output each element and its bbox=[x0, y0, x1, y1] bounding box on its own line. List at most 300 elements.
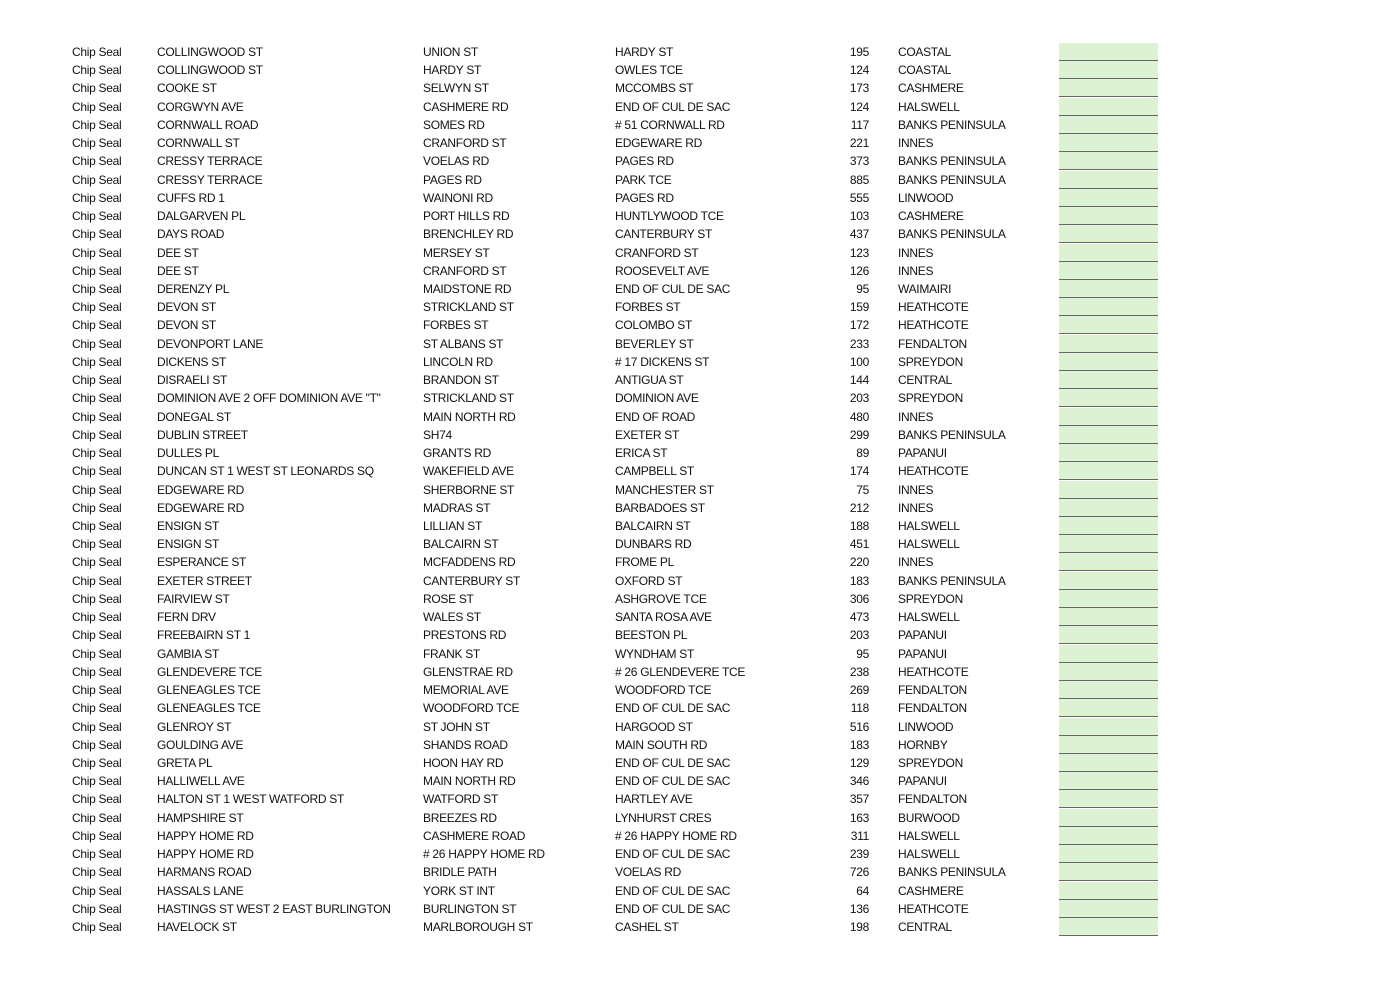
cell-to: # 26 GLENDEVERE TCE bbox=[615, 664, 746, 679]
cell-to: OXFORD ST bbox=[615, 573, 683, 588]
cell-ward: LINWOOD bbox=[898, 190, 954, 205]
cell-treatment: Chip Seal bbox=[72, 427, 122, 442]
cell-length: 203 bbox=[849, 391, 869, 406]
highlighted-empty-cell[interactable] bbox=[1059, 79, 1158, 97]
cell-ward: CENTRAL bbox=[898, 373, 952, 388]
cell-treatment: Chip Seal bbox=[72, 500, 122, 515]
highlighted-empty-cell[interactable] bbox=[1059, 61, 1158, 79]
highlighted-empty-cell[interactable] bbox=[1059, 918, 1158, 936]
cell-from: BRIDLE PATH bbox=[423, 865, 497, 880]
cell-length: 726 bbox=[849, 865, 869, 880]
table-row bbox=[0, 809, 1398, 827]
cell-from: SOMES RD bbox=[423, 117, 485, 132]
cell-ward: INNES bbox=[898, 500, 934, 515]
cell-treatment: Chip Seal bbox=[72, 63, 122, 78]
cell-treatment: Chip Seal bbox=[72, 701, 122, 716]
cell-treatment: Chip Seal bbox=[72, 154, 122, 169]
table-row bbox=[0, 863, 1398, 881]
highlighted-empty-cell[interactable] bbox=[1059, 626, 1158, 644]
cell-length: 95 bbox=[856, 281, 869, 296]
cell-ward: BANKS PENINSULA bbox=[898, 427, 1006, 442]
cell-road: ENSIGN ST bbox=[157, 518, 219, 533]
cell-length: 373 bbox=[849, 154, 869, 169]
cell-from: GRANTS RD bbox=[423, 446, 491, 461]
cell-road: DEE ST bbox=[157, 245, 199, 260]
table-row bbox=[0, 882, 1398, 900]
cell-treatment: Chip Seal bbox=[72, 391, 122, 406]
cell-ward: INNES bbox=[898, 555, 934, 570]
highlighted-empty-cell[interactable] bbox=[1059, 116, 1158, 134]
cell-from: WALES ST bbox=[423, 610, 481, 625]
cell-length: 95 bbox=[856, 646, 869, 661]
cell-road: DEE ST bbox=[157, 263, 199, 278]
cell-length: 233 bbox=[849, 336, 869, 351]
cell-treatment: Chip Seal bbox=[72, 482, 122, 497]
cell-from: MAIN NORTH RD bbox=[423, 774, 516, 789]
highlighted-empty-cell[interactable] bbox=[1059, 43, 1158, 61]
cell-ward: BANKS PENINSULA bbox=[898, 227, 1006, 242]
cell-from: WAINONI RD bbox=[423, 190, 493, 205]
table-row bbox=[0, 262, 1398, 280]
cell-road: HAPPY HOME RD bbox=[157, 828, 254, 843]
highlighted-empty-cell[interactable] bbox=[1059, 298, 1158, 316]
cell-to: HARTLEY AVE bbox=[615, 792, 693, 807]
highlighted-empty-cell[interactable] bbox=[1059, 535, 1158, 553]
cell-from: BREEZES RD bbox=[423, 810, 497, 825]
table-row bbox=[0, 408, 1398, 426]
cell-to: BALCAIRN ST bbox=[615, 518, 691, 533]
table-row bbox=[0, 152, 1398, 170]
cell-to: MCCOMBS ST bbox=[615, 81, 694, 96]
highlighted-empty-cell[interactable] bbox=[1059, 444, 1158, 462]
cell-from: SELWYN ST bbox=[423, 81, 489, 96]
highlighted-empty-cell[interactable] bbox=[1059, 152, 1158, 170]
highlighted-empty-cell[interactable] bbox=[1059, 280, 1158, 298]
table-row bbox=[0, 389, 1398, 407]
cell-treatment: Chip Seal bbox=[72, 136, 122, 151]
cell-to: HARGOOD ST bbox=[615, 719, 693, 734]
cell-road: CRESSY TERRACE bbox=[157, 154, 263, 169]
cell-road: CORNWALL ST bbox=[157, 136, 240, 151]
cell-road: GLENEAGLES TCE bbox=[157, 683, 261, 698]
cell-road: DAYS ROAD bbox=[157, 227, 225, 242]
table-row bbox=[0, 189, 1398, 207]
cell-road: HALTON ST 1 WEST WATFORD ST bbox=[157, 792, 345, 807]
cell-to: WOODFORD TCE bbox=[615, 683, 712, 698]
cell-treatment: Chip Seal bbox=[72, 920, 122, 935]
table-row bbox=[0, 244, 1398, 262]
cell-ward: CASHMERE bbox=[898, 209, 964, 224]
cell-road: GAMBIA ST bbox=[157, 646, 219, 661]
cell-length: 172 bbox=[849, 318, 869, 333]
cell-length: 117 bbox=[850, 117, 869, 132]
table-row bbox=[0, 499, 1398, 517]
highlighted-empty-cell[interactable] bbox=[1059, 754, 1158, 772]
table-row bbox=[0, 754, 1398, 772]
cell-from: STRICKLAND ST bbox=[423, 300, 514, 315]
cell-to: ANTIGUA ST bbox=[615, 373, 684, 388]
cell-to: END OF CUL DE SAC bbox=[615, 701, 731, 716]
cell-to: END OF CUL DE SAC bbox=[615, 755, 731, 770]
highlighted-empty-cell[interactable] bbox=[1059, 389, 1158, 407]
cell-from: GLENSTRAE RD bbox=[423, 664, 513, 679]
cell-length: 346 bbox=[849, 774, 869, 789]
cell-ward: HALSWELL bbox=[898, 518, 960, 533]
highlighted-empty-cell[interactable] bbox=[1059, 681, 1158, 699]
cell-length: 173 bbox=[849, 81, 869, 96]
highlighted-empty-cell[interactable] bbox=[1059, 718, 1158, 736]
table-row bbox=[0, 207, 1398, 225]
table-row bbox=[0, 608, 1398, 626]
cell-road: COLLINGWOOD ST bbox=[157, 45, 263, 59]
highlighted-empty-cell[interactable] bbox=[1059, 608, 1158, 626]
cell-from: LILLIAN ST bbox=[423, 518, 483, 533]
cell-length: 480 bbox=[849, 409, 869, 424]
table-row bbox=[0, 663, 1398, 681]
cell-to: BARBADOES ST bbox=[615, 500, 705, 515]
cell-from: UNION ST bbox=[423, 45, 478, 59]
cell-from: PRESTONS RD bbox=[423, 628, 507, 643]
highlighted-empty-cell[interactable] bbox=[1059, 244, 1158, 262]
cell-ward: HALSWELL bbox=[898, 99, 960, 114]
cell-road: DULLES PL bbox=[157, 446, 219, 461]
cell-from: MAIDSTONE RD bbox=[423, 281, 512, 296]
cell-length: 124 bbox=[849, 63, 869, 78]
cell-from: CASHMERE RD bbox=[423, 99, 509, 114]
cell-to: SANTA ROSA AVE bbox=[615, 610, 712, 625]
cell-from: MADRAS ST bbox=[423, 500, 491, 515]
cell-treatment: Chip Seal bbox=[72, 172, 122, 187]
cell-ward: FENDALTON bbox=[898, 701, 967, 716]
cell-treatment: Chip Seal bbox=[72, 336, 122, 351]
cell-road: EXETER STREET bbox=[157, 573, 252, 588]
cell-ward: HALSWELL bbox=[898, 537, 960, 552]
cell-from: BALCAIRN ST bbox=[423, 537, 499, 552]
table-row bbox=[0, 444, 1398, 462]
cell-length: 126 bbox=[849, 263, 869, 278]
cell-length: 136 bbox=[849, 901, 869, 916]
cell-road: CUFFS RD 1 bbox=[157, 190, 225, 205]
highlighted-empty-cell[interactable] bbox=[1059, 316, 1158, 334]
cell-length: 198 bbox=[849, 920, 869, 935]
cell-treatment: Chip Seal bbox=[72, 99, 122, 114]
cell-treatment: Chip Seal bbox=[72, 865, 122, 880]
highlighted-empty-cell[interactable] bbox=[1059, 572, 1158, 590]
highlighted-empty-cell[interactable] bbox=[1059, 408, 1158, 426]
highlighted-empty-cell[interactable] bbox=[1059, 98, 1158, 116]
cell-road: DERENZY PL bbox=[157, 281, 230, 296]
highlighted-empty-cell[interactable] bbox=[1059, 845, 1158, 863]
highlighted-empty-cell[interactable] bbox=[1059, 553, 1158, 571]
cell-to: EDGEWARE RD bbox=[615, 136, 702, 151]
table-row bbox=[0, 845, 1398, 863]
cell-treatment: Chip Seal bbox=[72, 664, 122, 679]
cell-from: VOELAS RD bbox=[423, 154, 489, 169]
table-row bbox=[0, 535, 1398, 553]
cell-ward: SPREYDON bbox=[898, 391, 963, 406]
cell-from: STRICKLAND ST bbox=[423, 391, 514, 406]
cell-road: ESPERANCE ST bbox=[157, 555, 247, 570]
cell-from: MARLBOROUGH ST bbox=[423, 920, 533, 935]
highlighted-empty-cell[interactable] bbox=[1059, 827, 1158, 845]
cell-treatment: Chip Seal bbox=[72, 318, 122, 333]
cell-road: DOMINION AVE 2 OFF DOMINION AVE "T" bbox=[157, 391, 381, 406]
cell-from: HARDY ST bbox=[423, 63, 482, 78]
cell-to: HARDY ST bbox=[615, 45, 674, 59]
cell-ward: HEATHCOTE bbox=[898, 318, 969, 333]
cell-to: # 17 DICKENS ST bbox=[615, 354, 710, 369]
highlighted-empty-cell[interactable] bbox=[1059, 353, 1158, 371]
cell-length: 220 bbox=[849, 555, 869, 570]
highlighted-empty-cell[interactable] bbox=[1059, 590, 1158, 608]
cell-to: END OF CUL DE SAC bbox=[615, 281, 731, 296]
highlighted-empty-cell[interactable] bbox=[1059, 134, 1158, 152]
cell-road: DONEGAL ST bbox=[157, 409, 231, 424]
cell-from: # 26 HAPPY HOME RD bbox=[423, 847, 545, 862]
highlighted-empty-cell[interactable] bbox=[1059, 499, 1158, 517]
cell-ward: FENDALTON bbox=[898, 683, 967, 698]
cell-treatment: Chip Seal bbox=[72, 901, 122, 916]
cell-length: 123 bbox=[849, 245, 869, 260]
cell-to: ROOSEVELT AVE bbox=[615, 263, 710, 278]
highlighted-empty-cell[interactable] bbox=[1059, 462, 1158, 480]
cell-treatment: Chip Seal bbox=[72, 573, 122, 588]
cell-treatment: Chip Seal bbox=[72, 828, 122, 843]
highlighted-empty-cell[interactable] bbox=[1059, 517, 1158, 535]
highlighted-empty-cell[interactable] bbox=[1059, 207, 1158, 225]
cell-to: ERICA ST bbox=[615, 446, 668, 461]
table-row bbox=[0, 134, 1398, 152]
cell-from: MERSEY ST bbox=[423, 245, 490, 260]
cell-length: 124 bbox=[849, 99, 869, 114]
cell-to: # 51 CORNWALL RD bbox=[615, 117, 725, 132]
cell-road: ENSIGN ST bbox=[157, 537, 219, 552]
cell-treatment: Chip Seal bbox=[72, 117, 122, 132]
highlighted-empty-cell[interactable] bbox=[1059, 882, 1158, 900]
highlighted-empty-cell[interactable] bbox=[1059, 900, 1158, 918]
highlighted-empty-cell[interactable] bbox=[1059, 262, 1158, 280]
cell-from: BRENCHLEY RD bbox=[423, 227, 514, 242]
highlighted-empty-cell[interactable] bbox=[1059, 426, 1158, 444]
cell-from: MEMORIAL AVE bbox=[423, 683, 509, 698]
cell-treatment: Chip Seal bbox=[72, 537, 122, 552]
cell-treatment: Chip Seal bbox=[72, 792, 122, 807]
cell-to: BEESTON PL bbox=[615, 628, 688, 643]
cell-road: FERN DRV bbox=[157, 610, 216, 625]
cell-to: EXETER ST bbox=[615, 427, 679, 442]
cell-road: DICKENS ST bbox=[157, 354, 227, 369]
cell-to: WYNDHAM ST bbox=[615, 646, 694, 661]
cell-to: ASHGROVE TCE bbox=[615, 591, 707, 606]
cell-length: 118 bbox=[850, 701, 869, 716]
cell-treatment: Chip Seal bbox=[72, 518, 122, 533]
cell-from: WAKEFIELD AVE bbox=[423, 464, 514, 479]
cell-road: DUNCAN ST 1 WEST ST LEONARDS SQ bbox=[157, 464, 374, 479]
cell-length: 64 bbox=[856, 883, 869, 898]
cell-ward: HALSWELL bbox=[898, 610, 960, 625]
cell-from: SHANDS ROAD bbox=[423, 737, 508, 752]
cell-road: CRESSY TERRACE bbox=[157, 172, 263, 187]
cell-road: HASTINGS ST WEST 2 EAST BURLINGTON bbox=[157, 901, 391, 916]
table-row bbox=[0, 626, 1398, 644]
highlighted-empty-cell[interactable] bbox=[1059, 225, 1158, 243]
cell-ward: SPREYDON bbox=[898, 354, 963, 369]
table-row bbox=[0, 590, 1398, 608]
cell-from: YORK ST INT bbox=[423, 883, 495, 898]
cell-ward: SPREYDON bbox=[898, 591, 963, 606]
cell-from: WATFORD ST bbox=[423, 792, 498, 807]
highlighted-empty-cell[interactable] bbox=[1059, 790, 1158, 808]
cell-ward: HALSWELL bbox=[898, 828, 960, 843]
table-row bbox=[0, 517, 1398, 535]
table-row bbox=[0, 116, 1398, 134]
cell-ward: HEATHCOTE bbox=[898, 901, 969, 916]
cell-length: 183 bbox=[849, 573, 869, 588]
cell-from: MAIN NORTH RD bbox=[423, 409, 516, 424]
highlighted-empty-cell[interactable] bbox=[1059, 736, 1158, 754]
cell-from: LINCOLN RD bbox=[423, 354, 493, 369]
cell-treatment: Chip Seal bbox=[72, 464, 122, 479]
highlighted-empty-cell[interactable] bbox=[1059, 863, 1158, 881]
cell-to: HUNTLYWOOD TCE bbox=[615, 209, 724, 224]
highlighted-empty-cell[interactable] bbox=[1059, 645, 1158, 663]
table-row bbox=[0, 225, 1398, 243]
highlighted-empty-cell[interactable] bbox=[1059, 663, 1158, 681]
cell-treatment: Chip Seal bbox=[72, 354, 122, 369]
cell-ward: BANKS PENINSULA bbox=[898, 865, 1006, 880]
cell-to: CAMPBELL ST bbox=[615, 464, 694, 479]
table-row bbox=[0, 98, 1398, 116]
cell-treatment: Chip Seal bbox=[72, 209, 122, 224]
cell-ward: COASTAL bbox=[898, 63, 952, 78]
cell-ward: HEATHCOTE bbox=[898, 464, 969, 479]
cell-from: PORT HILLS RD bbox=[423, 209, 510, 224]
table-row bbox=[0, 900, 1398, 918]
cell-ward: PAPANUI bbox=[898, 628, 947, 643]
cell-ward: CASHMERE bbox=[898, 81, 964, 96]
cell-road: GLENDEVERE TCE bbox=[157, 664, 262, 679]
cell-length: 311 bbox=[850, 828, 869, 843]
cell-road: GLENEAGLES TCE bbox=[157, 701, 261, 716]
highlighted-empty-cell[interactable] bbox=[1059, 481, 1158, 499]
cell-from: FORBES ST bbox=[423, 318, 489, 333]
cell-from: CRANFORD ST bbox=[423, 263, 507, 278]
cell-to: FORBES ST bbox=[615, 300, 681, 315]
table-row bbox=[0, 462, 1398, 480]
cell-treatment: Chip Seal bbox=[72, 847, 122, 862]
cell-length: 188 bbox=[849, 518, 869, 533]
cell-from: SH74 bbox=[423, 427, 452, 442]
highlighted-empty-cell[interactable] bbox=[1059, 335, 1158, 353]
cell-length: 75 bbox=[856, 482, 869, 497]
cell-ward: INNES bbox=[898, 409, 934, 424]
cell-to: END OF CUL DE SAC bbox=[615, 901, 731, 916]
cell-ward: COASTAL bbox=[898, 45, 952, 59]
cell-treatment: Chip Seal bbox=[72, 591, 122, 606]
cell-to: CASHEL ST bbox=[615, 920, 679, 935]
highlighted-empty-cell[interactable] bbox=[1059, 809, 1158, 827]
cell-length: 885 bbox=[849, 172, 869, 187]
cell-length: 239 bbox=[849, 847, 869, 862]
cell-to: COLOMBO ST bbox=[615, 318, 693, 333]
cell-road: HASSALS LANE bbox=[157, 883, 244, 898]
cell-length: 174 bbox=[849, 464, 869, 479]
cell-road: GRETA PL bbox=[157, 755, 213, 770]
cell-length: 195 bbox=[849, 45, 869, 59]
cell-length: 183 bbox=[849, 737, 869, 752]
cell-from: ST JOHN ST bbox=[423, 719, 490, 734]
cell-to: END OF CUL DE SAC bbox=[615, 99, 731, 114]
cell-ward: INNES bbox=[898, 263, 934, 278]
cell-to: PAGES RD bbox=[615, 154, 674, 169]
cell-treatment: Chip Seal bbox=[72, 190, 122, 205]
cell-road: COOKE ST bbox=[157, 81, 217, 96]
table-row bbox=[0, 790, 1398, 808]
highlighted-empty-cell[interactable] bbox=[1059, 371, 1158, 389]
cell-ward: FENDALTON bbox=[898, 792, 967, 807]
cell-road: GOULDING AVE bbox=[157, 737, 244, 752]
cell-ward: PAPANUI bbox=[898, 446, 947, 461]
cell-road: DEVON ST bbox=[157, 318, 216, 333]
cell-length: 451 bbox=[849, 537, 869, 552]
cell-treatment: Chip Seal bbox=[72, 719, 122, 734]
cell-from: BRANDON ST bbox=[423, 373, 499, 388]
cell-to: LYNHURST CRES bbox=[615, 810, 712, 825]
cell-road: HARMANS ROAD bbox=[157, 865, 252, 880]
table-row bbox=[0, 43, 1398, 61]
cell-ward: HALSWELL bbox=[898, 847, 960, 862]
cell-ward: BANKS PENINSULA bbox=[898, 154, 1006, 169]
cell-to: PAGES RD bbox=[615, 190, 674, 205]
table-row bbox=[0, 736, 1398, 754]
table-row bbox=[0, 79, 1398, 97]
cell-to: OWLES TCE bbox=[615, 63, 683, 78]
table-row bbox=[0, 681, 1398, 699]
cell-treatment: Chip Seal bbox=[72, 774, 122, 789]
table-row bbox=[0, 61, 1398, 79]
cell-treatment: Chip Seal bbox=[72, 646, 122, 661]
cell-road: DALGARVEN PL bbox=[157, 209, 246, 224]
highlighted-empty-cell[interactable] bbox=[1059, 189, 1158, 207]
cell-treatment: Chip Seal bbox=[72, 755, 122, 770]
cell-ward: BANKS PENINSULA bbox=[898, 117, 1006, 132]
cell-treatment: Chip Seal bbox=[72, 245, 122, 260]
cell-from: CASHMERE ROAD bbox=[423, 828, 526, 843]
cell-ward: INNES bbox=[898, 245, 934, 260]
cell-length: 103 bbox=[849, 209, 869, 224]
cell-treatment: Chip Seal bbox=[72, 446, 122, 461]
cell-to: CRANFORD ST bbox=[615, 245, 699, 260]
cell-ward: HORNBY bbox=[898, 737, 948, 752]
cell-road: EDGEWARE RD bbox=[157, 482, 244, 497]
cell-treatment: Chip Seal bbox=[72, 81, 122, 96]
cell-length: 163 bbox=[849, 810, 869, 825]
cell-length: 129 bbox=[849, 755, 869, 770]
cell-from: ROSE ST bbox=[423, 591, 474, 606]
cell-road: COLLINGWOOD ST bbox=[157, 63, 263, 78]
cell-road: DEVON ST bbox=[157, 300, 216, 315]
table-row bbox=[0, 918, 1398, 936]
highlighted-empty-cell[interactable] bbox=[1059, 699, 1158, 717]
cell-to: # 26 HAPPY HOME RD bbox=[615, 828, 737, 843]
cell-road: EDGEWARE RD bbox=[157, 500, 244, 515]
table-row bbox=[0, 316, 1398, 334]
cell-to: END OF CUL DE SAC bbox=[615, 847, 731, 862]
cell-ward: HEATHCOTE bbox=[898, 664, 969, 679]
cell-treatment: Chip Seal bbox=[72, 610, 122, 625]
highlighted-empty-cell[interactable] bbox=[1059, 171, 1158, 189]
highlighted-empty-cell[interactable] bbox=[1059, 772, 1158, 790]
